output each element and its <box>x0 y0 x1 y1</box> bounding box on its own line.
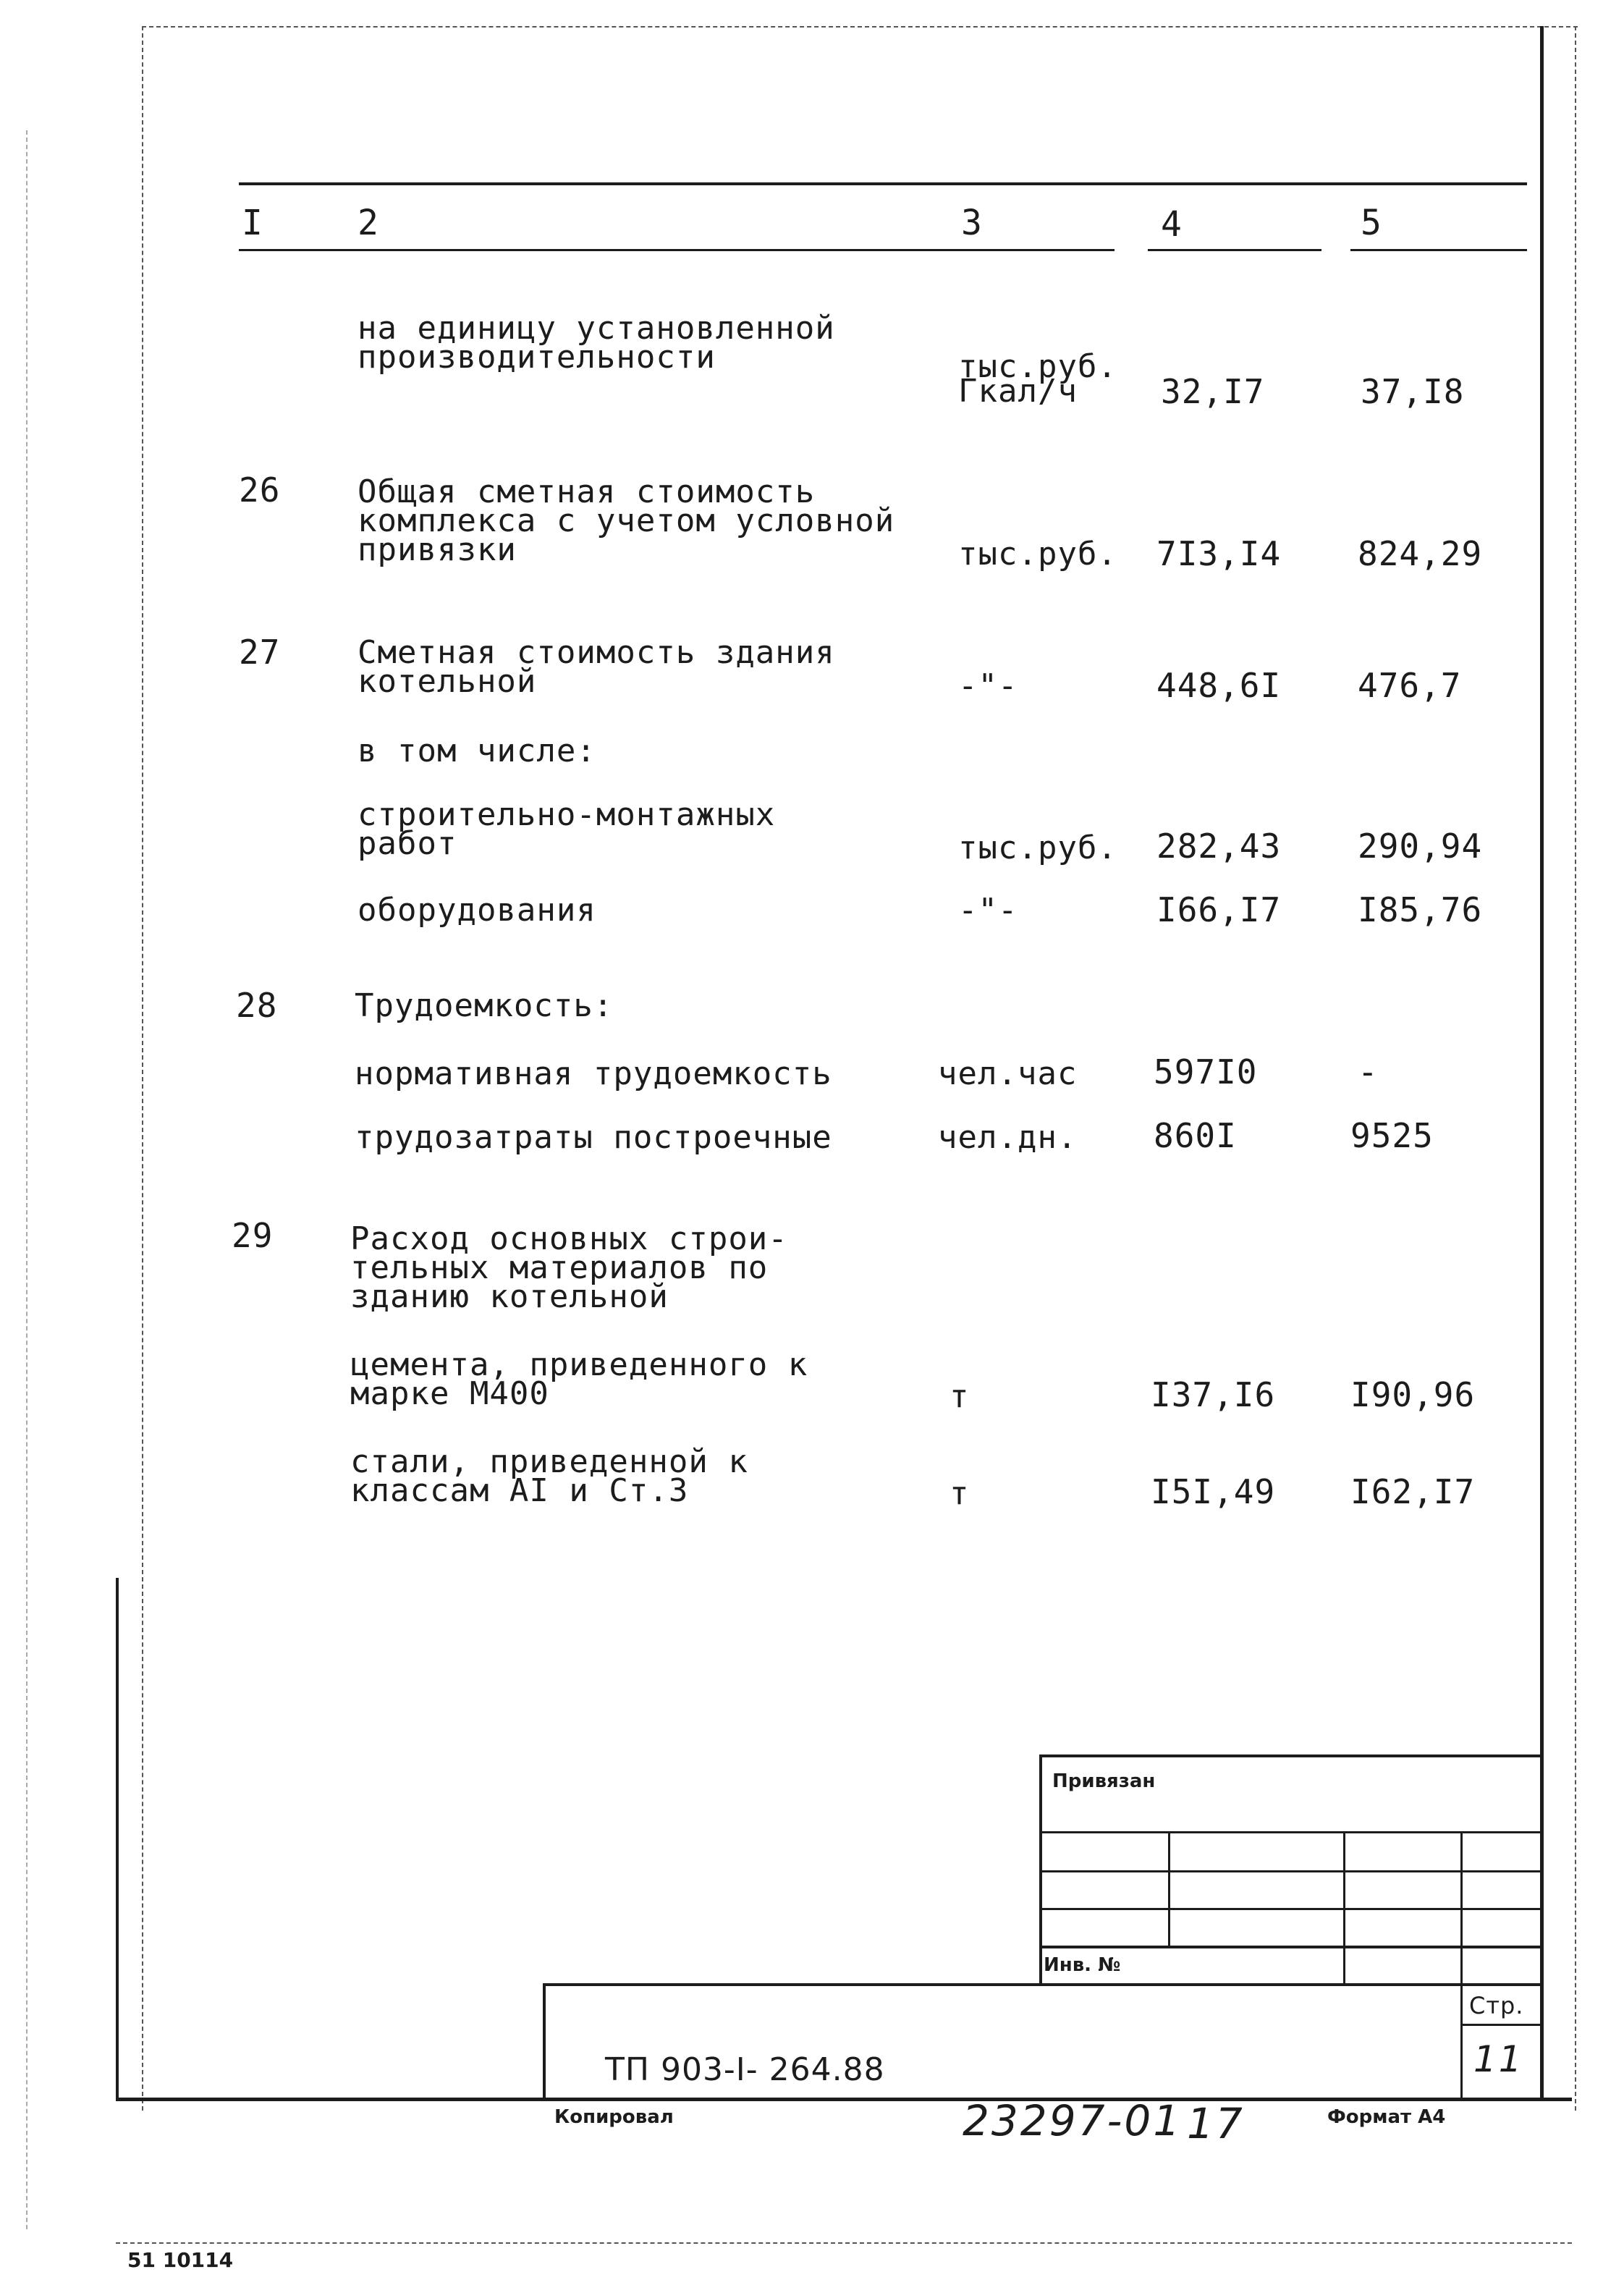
page-label-line <box>1460 2024 1540 2026</box>
column-header-4: 4 <box>1161 204 1182 245</box>
paper-format: Формат А4 <box>1327 2106 1446 2128</box>
row-description: Расход основных строи- тельных материалов по зданию котельной <box>350 1220 788 1315</box>
row-value-5: I90,96 <box>1350 1375 1476 1414</box>
stamp-grid-v2 <box>1343 1831 1345 1986</box>
row-description: Сметная стоимость здания котельной <box>358 634 835 700</box>
row-unit: тыс.руб. Гкал/ч <box>958 348 1117 410</box>
row-description: строительно-монтажных работ <box>358 796 776 862</box>
frame-bottom-line <box>116 2098 1572 2101</box>
row-description: цемента, приведенного к марке М400 <box>350 1346 808 1412</box>
stamp-grid-v1 <box>1168 1831 1170 1947</box>
row-description: трудозатраты построечные <box>355 1119 832 1156</box>
column-header-5: 5 <box>1361 203 1382 243</box>
stamp-grid-v3 <box>1460 1831 1463 2099</box>
row-value-4: 597I0 <box>1154 1052 1258 1091</box>
column-header-1: I <box>242 203 263 243</box>
order-number: 23297-01 <box>963 2096 1183 2145</box>
frame-right-line <box>1540 26 1544 2100</box>
row-number: 29 <box>232 1216 274 1255</box>
outer-bottom-dashed <box>116 2242 1572 2244</box>
inventory-number-label: Инв. № <box>1044 1954 1121 1976</box>
header-underline-5 <box>1350 249 1527 251</box>
row-number: 28 <box>236 986 278 1025</box>
row-description: нормативная трудоемкость <box>355 1055 832 1092</box>
row-value-5: I85,76 <box>1358 890 1483 929</box>
trim-right-edge <box>1575 26 1576 2111</box>
stamp-grid-h3 <box>1039 1908 1540 1910</box>
docbox-top-line <box>543 1983 1540 1986</box>
row-unit: т <box>950 1378 970 1415</box>
row-value-5: 9525 <box>1350 1116 1434 1155</box>
row-description: в том числе: <box>358 732 596 769</box>
row-description: на единицу установленной производительности <box>358 310 835 376</box>
row-description: Общая сметная стоимость комплекса с учетом условной привязки <box>358 473 895 568</box>
header-underline-4 <box>1148 249 1321 251</box>
row-unit: -"- <box>958 892 1018 929</box>
row-value-4: 448,6I <box>1156 666 1282 705</box>
row-value-5: 824,29 <box>1358 534 1483 573</box>
print-code: 51 10114 <box>127 2248 234 2272</box>
row-value-5: 37,I8 <box>1361 372 1465 411</box>
copied-by-label: Копировал <box>554 2106 674 2128</box>
sheet-number: 17 <box>1187 2099 1245 2148</box>
scan-left-margin <box>26 130 28 2229</box>
header-underline-2 <box>355 249 1115 251</box>
frame-left-line <box>116 1578 119 2099</box>
trim-top-edge <box>142 26 1578 28</box>
docbox-left-line <box>543 1983 546 2099</box>
row-description: стали, приведенной к классам АI и Ст.3 <box>350 1443 748 1509</box>
stamp-grid-h2 <box>1039 1870 1540 1872</box>
stamp-top-line <box>1039 1754 1540 1757</box>
row-unit: чел.час <box>938 1055 1078 1092</box>
row-unit: т <box>950 1475 970 1512</box>
page-number: 11 <box>1473 2038 1524 2080</box>
row-unit: чел.дн. <box>938 1119 1078 1156</box>
column-header-3: 3 <box>961 203 982 243</box>
row-description: Трудоемкость: <box>355 987 614 1024</box>
row-unit: -"- <box>958 667 1018 704</box>
row-value-4: 32,I7 <box>1161 372 1265 411</box>
row-value-4: I37,I6 <box>1151 1375 1276 1414</box>
row-unit: тыс.руб. <box>958 536 1117 573</box>
row-value-4: 7I3,I4 <box>1156 534 1282 573</box>
row-number: 26 <box>239 470 281 510</box>
page-label: Стр. <box>1469 1992 1524 2019</box>
table-top-rule <box>239 182 1527 185</box>
stamp-grid-h1 <box>1039 1831 1540 1833</box>
row-value-5: I62,I7 <box>1350 1472 1476 1511</box>
row-value-4: 860I <box>1154 1116 1237 1155</box>
row-unit: тыс.руб. <box>958 829 1117 866</box>
document-code: ТП 903-I- 264.88 <box>605 2051 885 2088</box>
privyazan-label: Привязан <box>1052 1770 1156 1792</box>
row-value-4: I5I,49 <box>1151 1472 1276 1511</box>
trim-left-edge <box>142 26 143 2111</box>
row-value-5: - <box>1358 1052 1379 1091</box>
row-value-5: 290,94 <box>1358 827 1483 866</box>
column-header-2: 2 <box>358 203 378 243</box>
row-value-5: 476,7 <box>1358 666 1462 705</box>
row-value-4: 282,43 <box>1156 827 1282 866</box>
row-number: 27 <box>239 633 281 672</box>
row-description: оборудования <box>358 892 596 929</box>
row-value-4: I66,I7 <box>1156 890 1282 929</box>
stamp-grid-h4 <box>1039 1946 1540 1948</box>
